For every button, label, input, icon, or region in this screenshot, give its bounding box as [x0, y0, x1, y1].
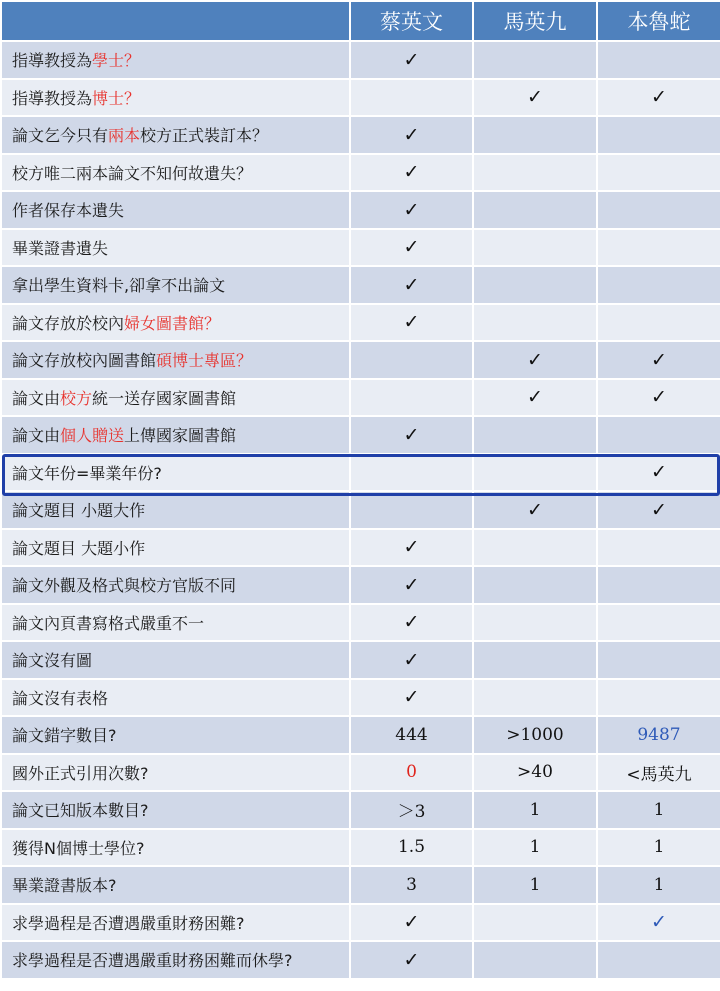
value-text: >1000	[506, 724, 564, 745]
tsai-cell	[350, 154, 473, 192]
question-cell	[1, 941, 350, 979]
question-cell	[1, 529, 350, 567]
ma-cell	[473, 529, 597, 567]
question-text: 畢業證書遺失	[12, 238, 109, 258]
luser-cell	[597, 304, 720, 342]
value-text: 3	[406, 874, 417, 895]
ma-cell	[473, 791, 597, 829]
question-cell	[1, 79, 350, 117]
ma-cell	[473, 41, 597, 79]
table-row	[1, 191, 720, 229]
table-row	[1, 904, 720, 942]
table-row	[1, 379, 720, 417]
table-row	[1, 154, 720, 192]
check-icon: ✓	[527, 498, 543, 521]
question-text: 拿出學生資料卡,卻拿不出論文	[12, 276, 226, 296]
luser-cell	[597, 679, 720, 717]
ma-cell	[473, 679, 597, 717]
check-icon: ✓	[651, 498, 667, 521]
tsai-cell	[350, 904, 473, 942]
ma-cell	[473, 379, 597, 417]
check-icon: ✓	[651, 86, 667, 109]
luser-cell	[597, 566, 720, 604]
luser-cell	[597, 716, 720, 754]
question-cell	[1, 716, 350, 754]
tsai-cell	[350, 679, 473, 717]
table-row	[1, 491, 720, 529]
check-icon: ✓	[403, 161, 420, 184]
tsai-cell	[350, 41, 473, 79]
question-cell	[1, 791, 350, 829]
question-cell	[1, 229, 350, 267]
tsai-cell	[350, 491, 473, 529]
table-row	[1, 791, 720, 829]
question-text: 論文內頁書寫格式嚴重不一	[12, 613, 205, 633]
tsai-cell	[350, 566, 473, 604]
check-icon: ✓	[403, 686, 420, 709]
luser-cell	[597, 529, 720, 567]
question-cell	[1, 491, 350, 529]
value-text: 1	[653, 799, 665, 820]
question-text: 指導教授為	[12, 51, 93, 71]
question-text: 論文題目 小題大作	[12, 501, 146, 521]
question-cell	[1, 191, 350, 229]
luser-cell	[597, 79, 720, 117]
highlight-text: 個人贈送	[60, 426, 125, 446]
question-text: 作者保存本遺失	[12, 201, 125, 221]
question-text: 上傳國家圖書館	[124, 426, 237, 446]
table-row	[1, 679, 720, 717]
ma-cell	[473, 304, 597, 342]
table-row	[1, 829, 720, 867]
tsai-cell	[350, 529, 473, 567]
table-row	[1, 754, 720, 792]
luser-cell	[597, 866, 720, 904]
tsai-cell	[350, 716, 473, 754]
ma-cell	[473, 416, 597, 454]
highlight-text: ？	[124, 51, 141, 71]
question-text: 統一送存國家圖書館	[92, 388, 237, 408]
value-text: 1	[529, 799, 541, 820]
question-cell	[1, 754, 350, 792]
check-icon: ✓	[651, 911, 667, 934]
luser-cell	[597, 941, 720, 979]
header-tsai: 蔡英文	[350, 1, 473, 41]
tsai-cell	[350, 941, 473, 979]
value-text: >40	[517, 762, 553, 783]
check-icon: ✓	[403, 123, 420, 146]
luser-cell	[597, 341, 720, 379]
luser-cell	[597, 641, 720, 679]
ma-cell	[473, 229, 597, 267]
luser-cell	[597, 904, 720, 942]
ma-cell	[473, 266, 597, 304]
check-icon: ✓	[403, 423, 420, 446]
ma-cell	[473, 454, 597, 492]
question-cell	[1, 904, 350, 942]
value-text: 444	[395, 724, 428, 745]
table-row	[1, 266, 720, 304]
question-text: 求學過程是否遭遇嚴重財務困難而休學?	[12, 951, 293, 971]
ma-cell	[473, 604, 597, 642]
tsai-cell	[350, 266, 473, 304]
value-text: 9487	[637, 724, 681, 745]
tsai-cell	[350, 604, 473, 642]
check-icon: ✓	[403, 911, 420, 934]
value-text: <馬英九	[626, 764, 692, 785]
question-text: 論文由	[12, 426, 61, 446]
question-text: 論文外觀及格式與校方官版不同	[12, 576, 237, 596]
tsai-cell	[350, 379, 473, 417]
tsai-cell	[350, 79, 473, 117]
luser-cell	[597, 491, 720, 529]
question-cell	[1, 41, 350, 79]
value-text: 1	[653, 874, 665, 895]
tsai-cell	[350, 866, 473, 904]
ma-cell	[473, 191, 597, 229]
luser-cell	[597, 379, 720, 417]
header-corner	[1, 1, 350, 41]
question-text: 求學過程是否遭遇嚴重財務困難?	[12, 913, 245, 933]
highlight-text: 碩博士專區？	[156, 351, 253, 371]
tsai-cell	[350, 304, 473, 342]
tsai-cell	[350, 454, 473, 492]
question-text: 畢業證書版本?	[12, 876, 117, 896]
ma-cell	[473, 754, 597, 792]
question-cell	[1, 454, 350, 492]
tsai-cell	[350, 641, 473, 679]
value-text: 1	[529, 874, 541, 895]
question-text: 論文存放校內圖書館	[12, 351, 157, 371]
value-text: 1	[529, 837, 541, 858]
check-icon: ✓	[403, 48, 420, 71]
tsai-cell	[350, 829, 473, 867]
value-text: 0	[406, 762, 417, 783]
question-text: 國外正式引用次數?	[12, 763, 149, 783]
check-icon: ✓	[403, 236, 420, 259]
highlight-text: 婦女圖書館？	[124, 313, 221, 333]
table-row	[1, 529, 720, 567]
tsai-cell	[350, 791, 473, 829]
question-cell	[1, 304, 350, 342]
question-text: 論文題目 大題小作	[12, 538, 146, 558]
question-text: 論文錯字數目?	[12, 726, 117, 746]
question-text: 獲得N個博士學位?	[12, 838, 145, 858]
question-cell	[1, 341, 350, 379]
highlight-text: 學士	[92, 51, 125, 71]
ma-cell	[473, 866, 597, 904]
value-text: ＞3	[397, 802, 426, 823]
question-text: 論文乞今只有	[12, 126, 109, 146]
luser-cell	[597, 191, 720, 229]
luser-cell	[597, 416, 720, 454]
value-text: 1	[653, 837, 665, 858]
table-row	[1, 604, 720, 642]
ma-cell	[473, 154, 597, 192]
table-row	[1, 341, 720, 379]
luser-cell	[597, 791, 720, 829]
question-text: 論文已知版本數目?	[12, 801, 149, 821]
check-icon: ✓	[651, 348, 667, 371]
table-row	[1, 641, 720, 679]
check-icon: ✓	[403, 611, 420, 634]
check-icon: ✓	[403, 948, 420, 971]
highlight-text: 兩本	[108, 126, 141, 146]
table-row	[1, 454, 720, 492]
luser-cell	[597, 454, 720, 492]
ma-cell	[473, 829, 597, 867]
ma-cell	[473, 716, 597, 754]
tsai-cell	[350, 116, 473, 154]
check-icon: ✓	[403, 536, 420, 559]
luser-cell	[597, 229, 720, 267]
ma-cell	[473, 491, 597, 529]
header-ma: 馬英九	[473, 1, 597, 41]
highlight-text: ？	[124, 88, 141, 108]
tsai-cell	[350, 754, 473, 792]
table-body	[1, 41, 720, 979]
ma-cell	[473, 641, 597, 679]
ma-cell	[473, 566, 597, 604]
header-luser: 本魯蛇	[597, 1, 720, 41]
question-cell	[1, 266, 350, 304]
check-icon: ✓	[403, 273, 420, 296]
question-cell	[1, 116, 350, 154]
question-cell	[1, 566, 350, 604]
question-cell	[1, 604, 350, 642]
question-cell	[1, 679, 350, 717]
check-icon: ✓	[527, 86, 543, 109]
question-cell	[1, 416, 350, 454]
luser-cell	[597, 754, 720, 792]
question-text: 論文存放於校內	[12, 313, 125, 333]
header-row	[1, 1, 720, 41]
question-text: 校方唯二兩本論文不知何故遺失？	[12, 163, 253, 183]
tsai-cell	[350, 191, 473, 229]
luser-cell	[597, 116, 720, 154]
question-text: 指導教授為	[12, 88, 93, 108]
ma-cell	[473, 904, 597, 942]
check-icon: ✓	[403, 648, 420, 671]
table-row	[1, 229, 720, 267]
question-text: 論文年份=畢業年份?	[12, 463, 162, 483]
question-cell	[1, 379, 350, 417]
table-row	[1, 716, 720, 754]
tsai-cell	[350, 416, 473, 454]
check-icon: ✓	[403, 198, 420, 221]
ma-cell	[473, 341, 597, 379]
luser-cell	[597, 154, 720, 192]
ma-cell	[473, 116, 597, 154]
question-cell	[1, 641, 350, 679]
table-row	[1, 941, 720, 979]
highlight-text: 校方	[60, 388, 93, 408]
value-text: 1.5	[397, 837, 426, 858]
check-icon: ✓	[527, 348, 543, 371]
question-cell	[1, 154, 350, 192]
ma-cell	[473, 941, 597, 979]
table-row	[1, 866, 720, 904]
question-text: 論文沒有表格	[12, 688, 109, 708]
table-row	[1, 416, 720, 454]
question-text: 論文沒有圖	[12, 651, 93, 671]
question-cell	[1, 866, 350, 904]
highlight-text: 博士	[92, 88, 125, 108]
question-text: 論文由	[12, 388, 61, 408]
table-row	[1, 41, 720, 79]
check-icon: ✓	[651, 386, 667, 409]
table-row	[1, 116, 720, 154]
luser-cell	[597, 41, 720, 79]
luser-cell	[597, 604, 720, 642]
table-row	[1, 566, 720, 604]
tsai-cell	[350, 341, 473, 379]
check-icon: ✓	[527, 386, 543, 409]
luser-cell	[597, 266, 720, 304]
ma-cell	[473, 79, 597, 117]
check-icon: ✓	[403, 311, 420, 334]
table-row	[1, 304, 720, 342]
table-row	[1, 79, 720, 117]
question-cell	[1, 829, 350, 867]
question-text: 校方正式裝訂本？	[140, 126, 269, 146]
check-icon: ✓	[403, 573, 420, 596]
luser-cell	[597, 829, 720, 867]
tsai-cell	[350, 229, 473, 267]
check-icon: ✓	[651, 461, 667, 484]
